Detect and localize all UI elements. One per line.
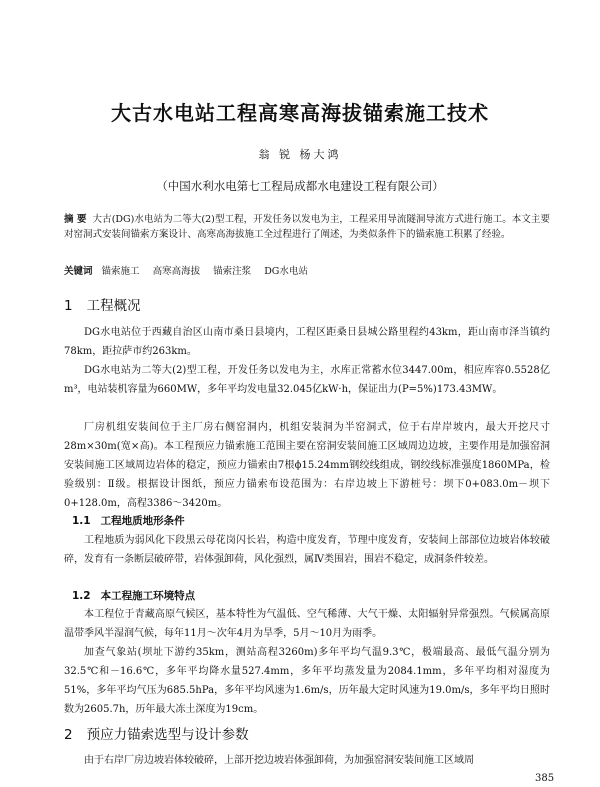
keyword: 锚索施工 [101,266,140,277]
paragraph: DG水电站为二等大(2)型工程，开发任务以发电为主，水库正常蓄水位3447.00m，相应库容0.5528亿m³，电站装机容量为660MW，多年平均发电量32.045亿kW·h，保证出力(P=5%)173.43MW。 [64,365,550,395]
abstract [64,212,550,242]
subsection-1-2-heading [72,588,195,603]
page-number: 385 [535,773,555,784]
keyword: DG水电站 [264,266,308,277]
section-title: 工程概况 [86,298,141,314]
section-number: 2 [64,727,73,743]
paper-title: 大古水电站工程高寒高海拔锚索施工技术 [111,101,489,125]
subsection-title: 本工程施工环境特点 [100,590,196,602]
keyword: 锚索注浆 [213,266,252,277]
paragraph: 加查气象站(坝址下游约35km，测站高程3260m)多年平均气温9.3℃，极端最高、最低气温分别为32.5℃和－16.6℃，多年平均降水量527.4mm，多年平均蒸发量为2084.1mm，多年平均相对湿度为51%，多年平均气压为685.5hPa，多年平均风速为1.6m/s，历年最大定时风速为19.0m/s，多年平均日照时数为2605.7h，历年最大冻土深度为19cm。 [64,647,550,715]
keywords [64,263,550,277]
paragraph: 厂房机组安装间位于主厂房右侧窑洞内，机组安装洞为半窑洞式，位于右岸岸坡内，最大开挖尺寸28m×30m(宽×高)。本工程预应力锚索施工范围主要在窑洞安装间施工区域周边边坡，主要作用是加强窑洞安装间施工区域周边岩体的稳定，预应力锚索由7根ϕ15.24mm钢绞线组成，钢绞线标准强度1860MPa，检验级别：Ⅱ级。根据设计图纸，预应力锚索布设范围为：右岸边坡上下游桩号：坝下0+083.0m－坝下0+128.0m，高程3386～3420m。 [64,422,550,509]
section-title: 预应力锚索选型与设计参数 [86,727,249,743]
authors: 翁 锐 杨大鸿 [258,148,342,161]
subsection-1-1-heading [72,513,185,528]
subsection-title: 工程地质地形条件 [100,515,185,527]
abstract-label: 摘 要 [64,214,87,225]
abstract-text: 大古(DG)水电站为二等大(2)型工程，开发任务以发电为主，工程采用导流隧洞导流方式进行施工。本文主要对窑洞式安装间锚索方案设计、高寒高海拔施工全过程进行了阐述，为类似条件下的锚索施工积累了经验。 [64,214,551,240]
subsection-number: 1.1 [72,515,91,527]
section-1-heading [64,294,141,314]
section-2-heading [64,723,249,743]
keyword: 高寒高海拔 [152,266,201,277]
section-number: 1 [64,298,73,314]
paragraph: 工程地质为弱风化下段黑云母花岗闪长岩，构造中度发育，节理中度发育，安装间上部部位边坡岩体较破碎，发育有一条断层破碎带，岩体强卸荷，风化强烈，属Ⅳ类围岩，围岩不稳定，成洞条件较差。 [64,535,550,565]
subsection-number: 1.2 [72,590,91,602]
paragraph: 本工程位于青藏高原气候区，基本特性为气温低、空气稀薄、大气干燥、太阳辐射异常强烈。气候属高原温带季风半湿润气候，每年11月～次年4月为旱季，5月～10月为雨季。 [64,609,550,639]
affiliation: （中国水利水电第七工程局成都水电建设工程有限公司） [156,179,444,193]
paragraph: DG水电站位于西藏自治区山南市桑日县境内，工程区距桑日县城公路里程约43km，距山南市泽当镇约78km，距拉萨市约263km。 [64,327,550,357]
keywords-label: 关键词 [64,266,93,277]
paragraph: 由于右岸厂房边坡岩体较破碎，上部开挖边坡岩体强卸荷，为加强窑洞安装间施工区域周 [84,755,474,766]
